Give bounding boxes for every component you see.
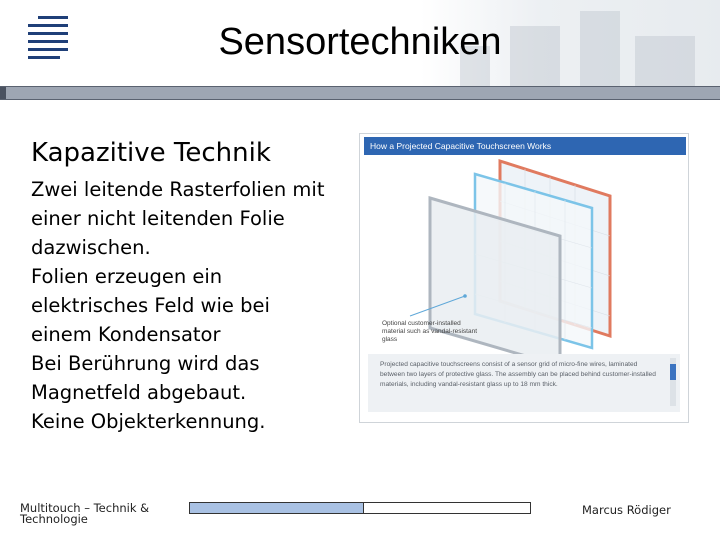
slide-title: Sensortechniken [218, 21, 502, 63]
logo-icon [28, 16, 68, 66]
description-scrollbar[interactable] [670, 358, 676, 406]
footer-author: Marcus Rödiger [582, 503, 671, 517]
body-text [31, 175, 351, 436]
body-line: Keine Objekterkennung. [31, 410, 266, 433]
diagram-header: How a Projected Capacitive Touchscreen Works [364, 137, 686, 155]
diagram-callout-label: Optional customer-installed material such as vandal-resistant glass [382, 320, 478, 343]
body-line: elektrisches Feld wie bei [31, 294, 270, 317]
section-heading: Kapazitive Technik [31, 138, 271, 168]
header-divider-bar [0, 86, 720, 100]
body-line: Magnetfeld abgebaut. [31, 381, 247, 404]
body-line: Folien erzeugen ein [31, 265, 223, 288]
body-line: Zwei leitende Rasterfolien mit [31, 178, 325, 201]
body-line: dazwischen. [31, 236, 151, 259]
diagram-description-text: Projected capacitive touchscreens consist of a sensor grid of micro-fine wires, laminated between two layers of protective glass. The assembly can be placed behind customer-installed materials, including vandal-resistant glass up to 18 mm thick. [380, 361, 656, 388]
body-line: einem Kondensator [31, 323, 221, 346]
slide-progress-bar [189, 502, 531, 514]
slide-header [0, 0, 720, 86]
footer-course-title: Multitouch – Technik & Technologie [20, 501, 150, 526]
touchscreen-diagram [359, 133, 689, 423]
diagram-description [368, 354, 680, 412]
body-line: Bei Berührung wird das [31, 352, 260, 375]
body-line: einer nicht leitenden Folie [31, 207, 285, 230]
slide-progress-fill [190, 503, 364, 513]
